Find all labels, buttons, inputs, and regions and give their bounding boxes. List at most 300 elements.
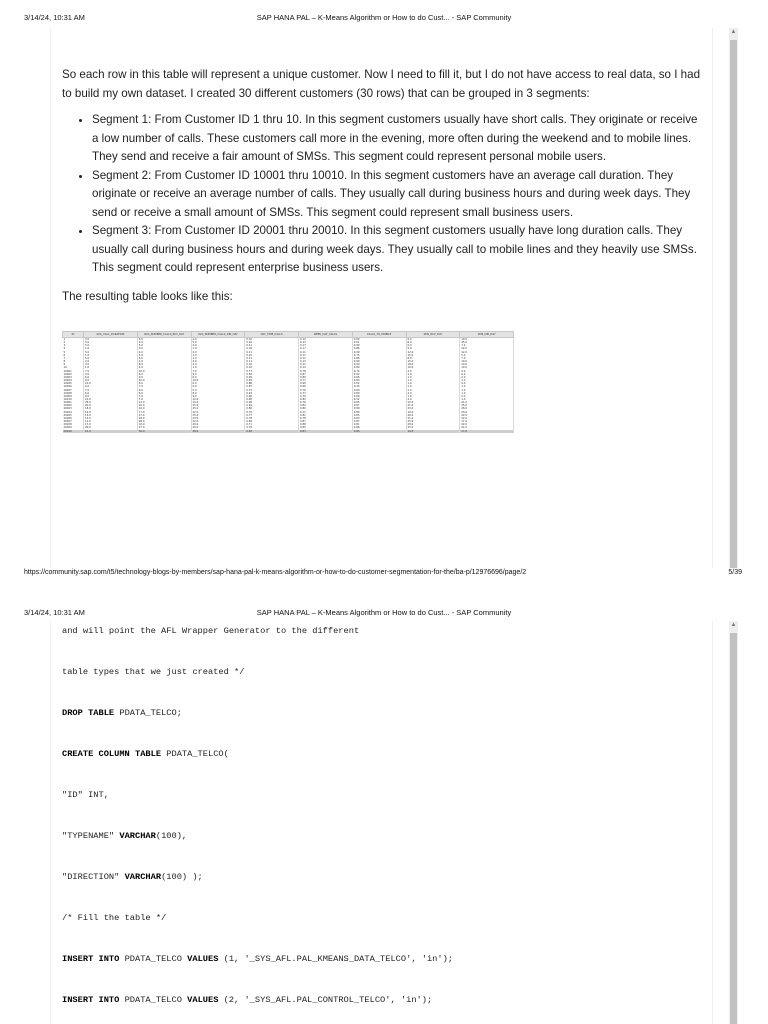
table-cell: 6.0 xyxy=(460,373,514,376)
table-cell: 0.11 xyxy=(245,344,299,347)
table-cell: 28.0 xyxy=(137,420,191,423)
table-cell: 20006 xyxy=(63,417,84,420)
table-cell: 1.0 xyxy=(460,389,514,392)
table-cell: 1.0 xyxy=(84,347,138,350)
table-cell: 0.88 xyxy=(352,357,406,360)
sql-text: "TYPENAME" xyxy=(62,831,120,841)
code-line xyxy=(62,995,432,1005)
table-cell: 0.79 xyxy=(299,395,353,398)
table-cell: 10.0 xyxy=(84,398,138,401)
table-cell: 0.45 xyxy=(352,385,406,388)
table-cell: 10.0 xyxy=(460,338,514,342)
content-border-right xyxy=(712,28,713,568)
table-cell: 0.80 xyxy=(299,376,353,379)
table-cell: 10001 xyxy=(63,370,84,373)
table-cell: 25.0 xyxy=(406,426,460,429)
table-cell: 6.0 xyxy=(137,389,191,392)
sql-text: (100), xyxy=(155,831,188,841)
table-cell: 10 xyxy=(63,366,84,369)
sql-keyword: CREATE COLUMN TABLE xyxy=(62,749,162,759)
table-cell: 0.82 xyxy=(245,373,299,376)
table-cell: 1.0 xyxy=(191,354,245,357)
table-cell: 29.0 xyxy=(191,426,245,429)
table-cell: 9.0 xyxy=(137,347,191,350)
table-cell: 4.0 xyxy=(460,382,514,385)
table-cell: 4.0 xyxy=(406,392,460,395)
table-cell: 0.99 xyxy=(299,382,353,385)
table-cell: 0.75 xyxy=(352,354,406,357)
table-cell: 3.0 xyxy=(84,363,138,366)
table-cell: 0.96 xyxy=(299,385,353,388)
table-cell: 2.0 xyxy=(460,395,514,398)
table-cell: 10.0 xyxy=(137,370,191,373)
table-column-header: AVG_NUMBER_CALLS_ORI_DAY xyxy=(191,332,245,338)
print-title: SAP HANA PAL – K-Means Algorithm or How to do Cust... - SAP Community xyxy=(256,13,512,22)
table-cell: 1.0 xyxy=(460,398,514,401)
table-cell: 1.0 xyxy=(460,379,514,382)
table-cell: 25.0 xyxy=(191,414,245,417)
table-cell: 0.11 xyxy=(299,354,353,357)
table-cell: 0.78 xyxy=(245,426,299,429)
table-cell: 0.82 xyxy=(299,404,353,407)
table-cell: 0.11 xyxy=(299,351,353,354)
page-url: https://community.sap.com/t5/technology-blogs-by-members/sap-hana-pal-k-means-algorithm-or-how-to-do-customer-segmentation-for-the/ba-p/12976696/page/2 xyxy=(24,569,527,576)
table-cell: 23.0 xyxy=(191,417,245,420)
table-cell: 2.0 xyxy=(137,341,191,344)
table-cell: 8.0 xyxy=(137,382,191,385)
table-cell: 11.0 xyxy=(84,420,138,423)
table-cell: 20007 xyxy=(63,420,84,423)
table-cell: 6.0 xyxy=(191,376,245,379)
table-cell: 0.99 xyxy=(245,401,299,404)
table-cell: 27.0 xyxy=(460,430,514,433)
list-item: • Segment 3: From Customer ID 20001 thru 20010. In this segment customers usually have long duration calls. They usually call during business hours and during week days. They usually call to mobile lines and they heavily use SMSs. This segment could represent enterprise business users. xyxy=(92,222,702,278)
table-cell: 20004 xyxy=(63,411,84,414)
table-cell: 0.90 xyxy=(245,398,299,401)
table-cell: 12.0 xyxy=(406,351,460,354)
table-cell: 0.76 xyxy=(245,411,299,414)
table-cell: 23.0 xyxy=(406,407,460,410)
table-cell: 0.99 xyxy=(245,376,299,379)
table-cell: 18.0 xyxy=(406,363,460,366)
table-cell: 7.0 xyxy=(137,398,191,401)
table-cell: 2.0 xyxy=(191,351,245,354)
vertical-scrollbar[interactable] xyxy=(729,621,738,1024)
table-cell: 4.0 xyxy=(406,370,460,373)
table-cell: 0.80 xyxy=(245,430,299,433)
table-cell: 0.12 xyxy=(299,338,353,342)
table-cell: 0.11 xyxy=(299,363,353,366)
table-column-header: SMS_RCV_DAY xyxy=(406,332,460,338)
table-row xyxy=(63,430,514,433)
print-header-page2 xyxy=(0,595,768,617)
table-cell: 18.0 xyxy=(137,417,191,420)
table-cell: 0.80 xyxy=(245,407,299,410)
sql-keyword: INSERT INTO xyxy=(62,995,120,1005)
sql-text: "DIRECTION" xyxy=(62,872,125,882)
table-cell: 13.0 xyxy=(84,414,138,417)
table-cell: 1.0 xyxy=(460,392,514,395)
table-cell: 0.80 xyxy=(299,407,353,410)
table-cell: 2.0 xyxy=(84,360,138,363)
table-cell: 10.0 xyxy=(191,379,245,382)
table-cell: 21.0 xyxy=(406,404,460,407)
table-cell: 1.0 xyxy=(191,347,245,350)
table-cell: 20002 xyxy=(63,404,84,407)
table-cell: 1.0 xyxy=(406,395,460,398)
table-cell: 10.0 xyxy=(191,401,245,404)
sql-keyword: VALUES xyxy=(187,995,219,1005)
scrollbar-thumb[interactable] xyxy=(730,40,737,568)
table-column-header: ID xyxy=(63,332,84,338)
table-cell: 25.0 xyxy=(460,404,514,407)
table-column-header: AVG_NUMBER_CALLS_RCV_DAY xyxy=(137,332,191,338)
sql-text: PDATA_TELCO xyxy=(119,954,188,964)
print-date: 3/14/24, 10:31 AM xyxy=(24,608,85,617)
table-cell: 0.60 xyxy=(352,389,406,392)
table-cell: 5.0 xyxy=(84,357,138,360)
content-border-left xyxy=(50,28,51,568)
table-cell: 1.0 xyxy=(191,366,245,369)
table-cell: 2.0 xyxy=(137,366,191,369)
table-cell: 0.89 xyxy=(352,411,406,414)
table-cell: 5.0 xyxy=(84,351,138,354)
sql-text: table types that we just created */ xyxy=(62,667,245,677)
result-table-image xyxy=(62,331,514,483)
table-cell: 20001 xyxy=(63,401,84,404)
table-cell: 25.0 xyxy=(191,407,245,410)
table-cell: 0.86 xyxy=(352,347,406,350)
table-cell: 19.0 xyxy=(406,411,460,414)
sql-text: (1, '_SYS_AFL.PAL_KMEANS_DATA_TELCO', 'in'); xyxy=(218,954,454,964)
sql-text: and will point the AFL Wrapper Generator to the different xyxy=(62,626,360,636)
table-cell: 7.0 xyxy=(84,389,138,392)
sql-keyword: VARCHAR xyxy=(124,872,162,882)
table-cell: 6.0 xyxy=(84,395,138,398)
table-cell: 22.0 xyxy=(460,423,514,426)
table-cell: 6.0 xyxy=(406,357,460,360)
table-cell: 6.0 xyxy=(406,344,460,347)
table-cell: 0.80 xyxy=(352,392,406,395)
result-table xyxy=(62,331,514,433)
table-cell: 0.11 xyxy=(245,360,299,363)
table-cell: 17.0 xyxy=(84,423,138,426)
table-cell: 6.0 xyxy=(84,385,138,388)
table-cell: 5.0 xyxy=(406,347,460,350)
table-cell: 0.92 xyxy=(245,404,299,407)
table-cell: 9 xyxy=(63,363,84,366)
table-cell: 8.0 xyxy=(191,392,245,395)
table-cell: 29.0 xyxy=(191,430,245,433)
table-cell: 0.90 xyxy=(245,395,299,398)
table-cell: 22.0 xyxy=(191,420,245,423)
table-cell: 22.0 xyxy=(460,417,514,420)
table-cell: 10009 xyxy=(63,395,84,398)
table-cell: 0.87 xyxy=(352,404,406,407)
table-cell: 1.0 xyxy=(137,360,191,363)
table-cell: 7.0 xyxy=(137,385,191,388)
table-cell: 5.0 xyxy=(137,357,191,360)
table-cell: 27.0 xyxy=(137,414,191,417)
table-cell: 10010 xyxy=(63,398,84,401)
table-column-header: WEEK_DAY_CALLS xyxy=(299,332,353,338)
table-cell: 29.0 xyxy=(191,423,245,426)
table-cell: 4 xyxy=(63,347,84,350)
table-cell: 0.17 xyxy=(299,347,353,350)
table-cell: 10005 xyxy=(63,382,84,385)
table-cell: 10008 xyxy=(63,392,84,395)
table-cell: 0.52 xyxy=(352,398,406,401)
table-cell: 0.92 xyxy=(352,373,406,376)
table-cell: 0.90 xyxy=(352,360,406,363)
result-caption: The resulting table looks like this: xyxy=(62,290,233,303)
table-cell: 4.0 xyxy=(137,351,191,354)
sql-text: (100) ); xyxy=(161,872,203,882)
table-cell: 2.0 xyxy=(191,363,245,366)
table-column-header: AVG_CALL_DURATION xyxy=(84,332,138,338)
table-cell: 0.77 xyxy=(245,370,299,373)
table-cell: 15.0 xyxy=(406,354,460,357)
table-cell: 4.0 xyxy=(460,370,514,373)
table-cell: 9.0 xyxy=(191,373,245,376)
table-cell: 6.0 xyxy=(191,382,245,385)
table-cell: 1.0 xyxy=(460,385,514,388)
table-cell: 0.87 xyxy=(299,420,353,423)
table-cell: 8.0 xyxy=(137,363,191,366)
table-cell: 23.0 xyxy=(460,411,514,414)
table-cell: 0.83 xyxy=(245,379,299,382)
table-cell: 0.78 xyxy=(299,401,353,404)
table-cell: 10.0 xyxy=(460,366,514,369)
table-cell: 10.0 xyxy=(406,366,460,369)
table-cell: 13.0 xyxy=(84,417,138,420)
sql-text: PDATA_TELCO; xyxy=(114,708,182,718)
code-line xyxy=(62,626,359,636)
table-cell: 19.0 xyxy=(406,430,460,433)
code-line xyxy=(62,790,109,800)
table-cell: 5.0 xyxy=(84,344,138,347)
vertical-scrollbar[interactable] xyxy=(729,28,738,568)
table-cell: 28.0 xyxy=(406,423,460,426)
table-cell: 0.78 xyxy=(299,417,353,420)
table-cell: 0.11 xyxy=(299,357,353,360)
content-border-right xyxy=(712,621,713,1024)
table-cell: 0.12 xyxy=(299,366,353,369)
table-cell: 7.0 xyxy=(84,370,138,373)
table-cell: 0.86 xyxy=(352,426,406,429)
table-cell: 5 xyxy=(63,351,84,354)
table-cell: 10.0 xyxy=(460,360,514,363)
table-cell: 25.0 xyxy=(406,420,460,423)
sql-text: PDATA_TELCO xyxy=(119,995,188,1005)
list-item: • Segment 2: From Customer ID 10001 thru 10010. In this segment customers have an average call duration. They originate or receive an average number of calls. They usually call during business hours and during week days. They send or receive a small amount of SMSs. This segment could represent small business users. xyxy=(92,167,702,223)
table-cell: 6.0 xyxy=(84,392,138,395)
table-cell: 20010 xyxy=(63,430,84,433)
table-cell: 6.0 xyxy=(84,376,138,379)
table-cell: 5.0 xyxy=(191,341,245,344)
table-cell: 20009 xyxy=(63,426,84,429)
sql-text: /* Fill the table */ xyxy=(62,913,167,923)
table-cell: 0.85 xyxy=(352,414,406,417)
table-cell: 0.77 xyxy=(245,414,299,417)
table-cell: 9.0 xyxy=(191,395,245,398)
table-cell: 0.78 xyxy=(299,370,353,373)
table-cell: 4.0 xyxy=(191,360,245,363)
table-cell: 12.0 xyxy=(84,430,138,433)
table-cell: 7.0 xyxy=(191,370,245,373)
table-cell: 1 xyxy=(63,338,84,342)
print-date: 3/14/24, 10:31 AM xyxy=(24,13,85,22)
table-cell: 7 xyxy=(63,357,84,360)
table-cell: 0.81 xyxy=(352,423,406,426)
table-cell: 0.10 xyxy=(245,363,299,366)
code-line xyxy=(62,708,182,718)
table-cell: 5.0 xyxy=(137,338,191,342)
table-cell: 0.10 xyxy=(245,338,299,342)
table-cell: 17.0 xyxy=(460,420,514,423)
table-cell: 22.0 xyxy=(460,347,514,350)
table-cell: 6.0 xyxy=(406,338,460,342)
table-cell: 0.88 xyxy=(245,382,299,385)
table-cell: 0.83 xyxy=(299,430,353,433)
table-cell: 10004 xyxy=(63,379,84,382)
table-cell: 22.0 xyxy=(460,414,514,417)
table-cell: 5.0 xyxy=(137,344,191,347)
sql-keyword: VALUES xyxy=(187,954,219,964)
print-header-page1 xyxy=(0,0,768,22)
table-cell: 0.01 xyxy=(352,341,406,344)
scroll-up-icon[interactable]: ▲ xyxy=(730,622,737,628)
table-column-header: SMS_ORI_DAY xyxy=(460,332,514,338)
table-cell: 0.90 xyxy=(352,363,406,366)
print-title: SAP HANA PAL – K-Means Algorithm or How to do Cust... - SAP Community xyxy=(256,608,512,617)
table-cell: 1.0 xyxy=(406,385,460,388)
table-column-header: CALLS_TO_MOBILE xyxy=(352,332,406,338)
table-cell: 0.76 xyxy=(299,389,353,392)
scroll-up-icon[interactable]: ▲ xyxy=(730,29,737,35)
segment-list xyxy=(62,111,702,278)
code-line xyxy=(62,954,453,964)
table-cell: 22.0 xyxy=(406,401,460,404)
table-cell: 0.77 xyxy=(299,392,353,395)
table-cell: 2 xyxy=(63,341,84,344)
table-cell: 0.89 xyxy=(245,420,299,423)
table-cell: 21.0 xyxy=(406,417,460,420)
table-cell: 2.0 xyxy=(460,376,514,379)
table-cell: 20003 xyxy=(63,407,84,410)
table-cell: 0.77 xyxy=(299,379,353,382)
table-cell: 0.89 xyxy=(352,407,406,410)
table-cell: 45.0 xyxy=(460,341,514,344)
table-cell: 10.0 xyxy=(84,382,138,385)
table-cell: 21.0 xyxy=(460,426,514,429)
table-cell: 28.0 xyxy=(460,407,514,410)
list-item: • Segment 1: From Customer ID 1 thru 10. In this segment customers usually have short calls. They originate or receive a low number of calls. These customers call more in the evening, more often during the weekend and to mobile lines. They send and receive a fair amount of SMSs. This segment could represent personal mobile users. xyxy=(92,111,702,167)
table-cell: 10006 xyxy=(63,385,84,388)
table-cell: 6.0 xyxy=(406,341,460,344)
table-cell: 1.5 xyxy=(406,389,460,392)
page-number: 5/39 xyxy=(728,569,742,576)
sql-text: PDATA_TELCO( xyxy=(161,749,229,759)
table-cell: 1.0 xyxy=(191,357,245,360)
table-cell: 0.13 xyxy=(299,341,353,344)
table-cell: 13.0 xyxy=(137,401,191,404)
table-cell: 10007 xyxy=(63,389,84,392)
table-cell: 4.0 xyxy=(137,354,191,357)
table-cell: 9.0 xyxy=(84,373,138,376)
table-cell: 0.10 xyxy=(245,366,299,369)
table-cell: 0.71 xyxy=(245,423,299,426)
table-cell: 0.18 xyxy=(245,347,299,350)
table-cell: 20.0 xyxy=(84,404,138,407)
table-cell: 0.10 xyxy=(245,354,299,357)
table-cell: 6.0 xyxy=(137,373,191,376)
table-cell: 18.0 xyxy=(84,407,138,410)
intro-paragraph: So each row in this table will represent a unique customer. Now I need to fill it, but I do not have access to real data, so I had to build my own dataset. I created 30 different customers (30 rows) that can be grouped in 3 segments: xyxy=(62,68,701,100)
table-cell: 9.0 xyxy=(137,376,191,379)
table-cell: 8 xyxy=(63,360,84,363)
table-cell: 0.11 xyxy=(245,351,299,354)
table-cell: 1.0 xyxy=(406,382,460,385)
table-cell: 0.71 xyxy=(299,411,353,414)
table-cell: 0.17 xyxy=(299,344,353,347)
sql-keyword: INSERT INTO xyxy=(62,954,120,964)
table-cell: 5.0 xyxy=(460,354,514,357)
table-cell: 0.87 xyxy=(299,373,353,376)
code-line xyxy=(62,831,187,841)
table-cell: 1.0 xyxy=(406,373,460,376)
table-cell: 10003 xyxy=(63,376,84,379)
table-cell: 0.87 xyxy=(352,420,406,423)
sql-keyword: VARCHAR xyxy=(119,831,156,841)
table-cell: 0.85 xyxy=(299,426,353,429)
table-cell: 0.16 xyxy=(245,341,299,344)
table-cell: 7.0 xyxy=(460,344,514,347)
content-border-left xyxy=(50,621,51,1024)
table-cell: 0.88 xyxy=(299,423,353,426)
table-cell: 4.0 xyxy=(191,338,245,342)
table-cell: 0.82 xyxy=(299,398,353,401)
code-line xyxy=(62,667,244,677)
table-cell: 3.0 xyxy=(84,341,138,344)
scrollbar-thumb[interactable] xyxy=(730,633,737,1024)
table-cell: 0.66 xyxy=(352,376,406,379)
table-cell: 0.74 xyxy=(352,370,406,373)
table-cell: 12.0 xyxy=(460,351,514,354)
table-cell: 0.83 xyxy=(352,379,406,382)
table-cell: 20.0 xyxy=(84,426,138,429)
code-line xyxy=(62,872,203,882)
table-cell: 27.0 xyxy=(137,426,191,429)
table-cell: 4.0 xyxy=(191,344,245,347)
table-cell: 7.0 xyxy=(137,395,191,398)
article-body xyxy=(62,66,702,278)
table-cell: 20.0 xyxy=(137,404,191,407)
table-cell: 17.0 xyxy=(137,411,191,414)
table-column-header: DAY_TIME_CALLS xyxy=(245,332,299,338)
table-cell: 9.0 xyxy=(191,385,245,388)
table-cell: 10002 xyxy=(63,373,84,376)
table-cell: 10.0 xyxy=(137,407,191,410)
table-cell: 0.83 xyxy=(352,417,406,420)
table-cell: 0.60 xyxy=(352,395,406,398)
sql-keyword: DROP TABLE xyxy=(62,708,115,718)
table-cell: 0.93 xyxy=(245,392,299,395)
table-cell: 0.85 xyxy=(352,401,406,404)
table-cell: 10.0 xyxy=(137,423,191,426)
table-cell: 0.78 xyxy=(245,417,299,420)
table-cell: 25.0 xyxy=(191,404,245,407)
